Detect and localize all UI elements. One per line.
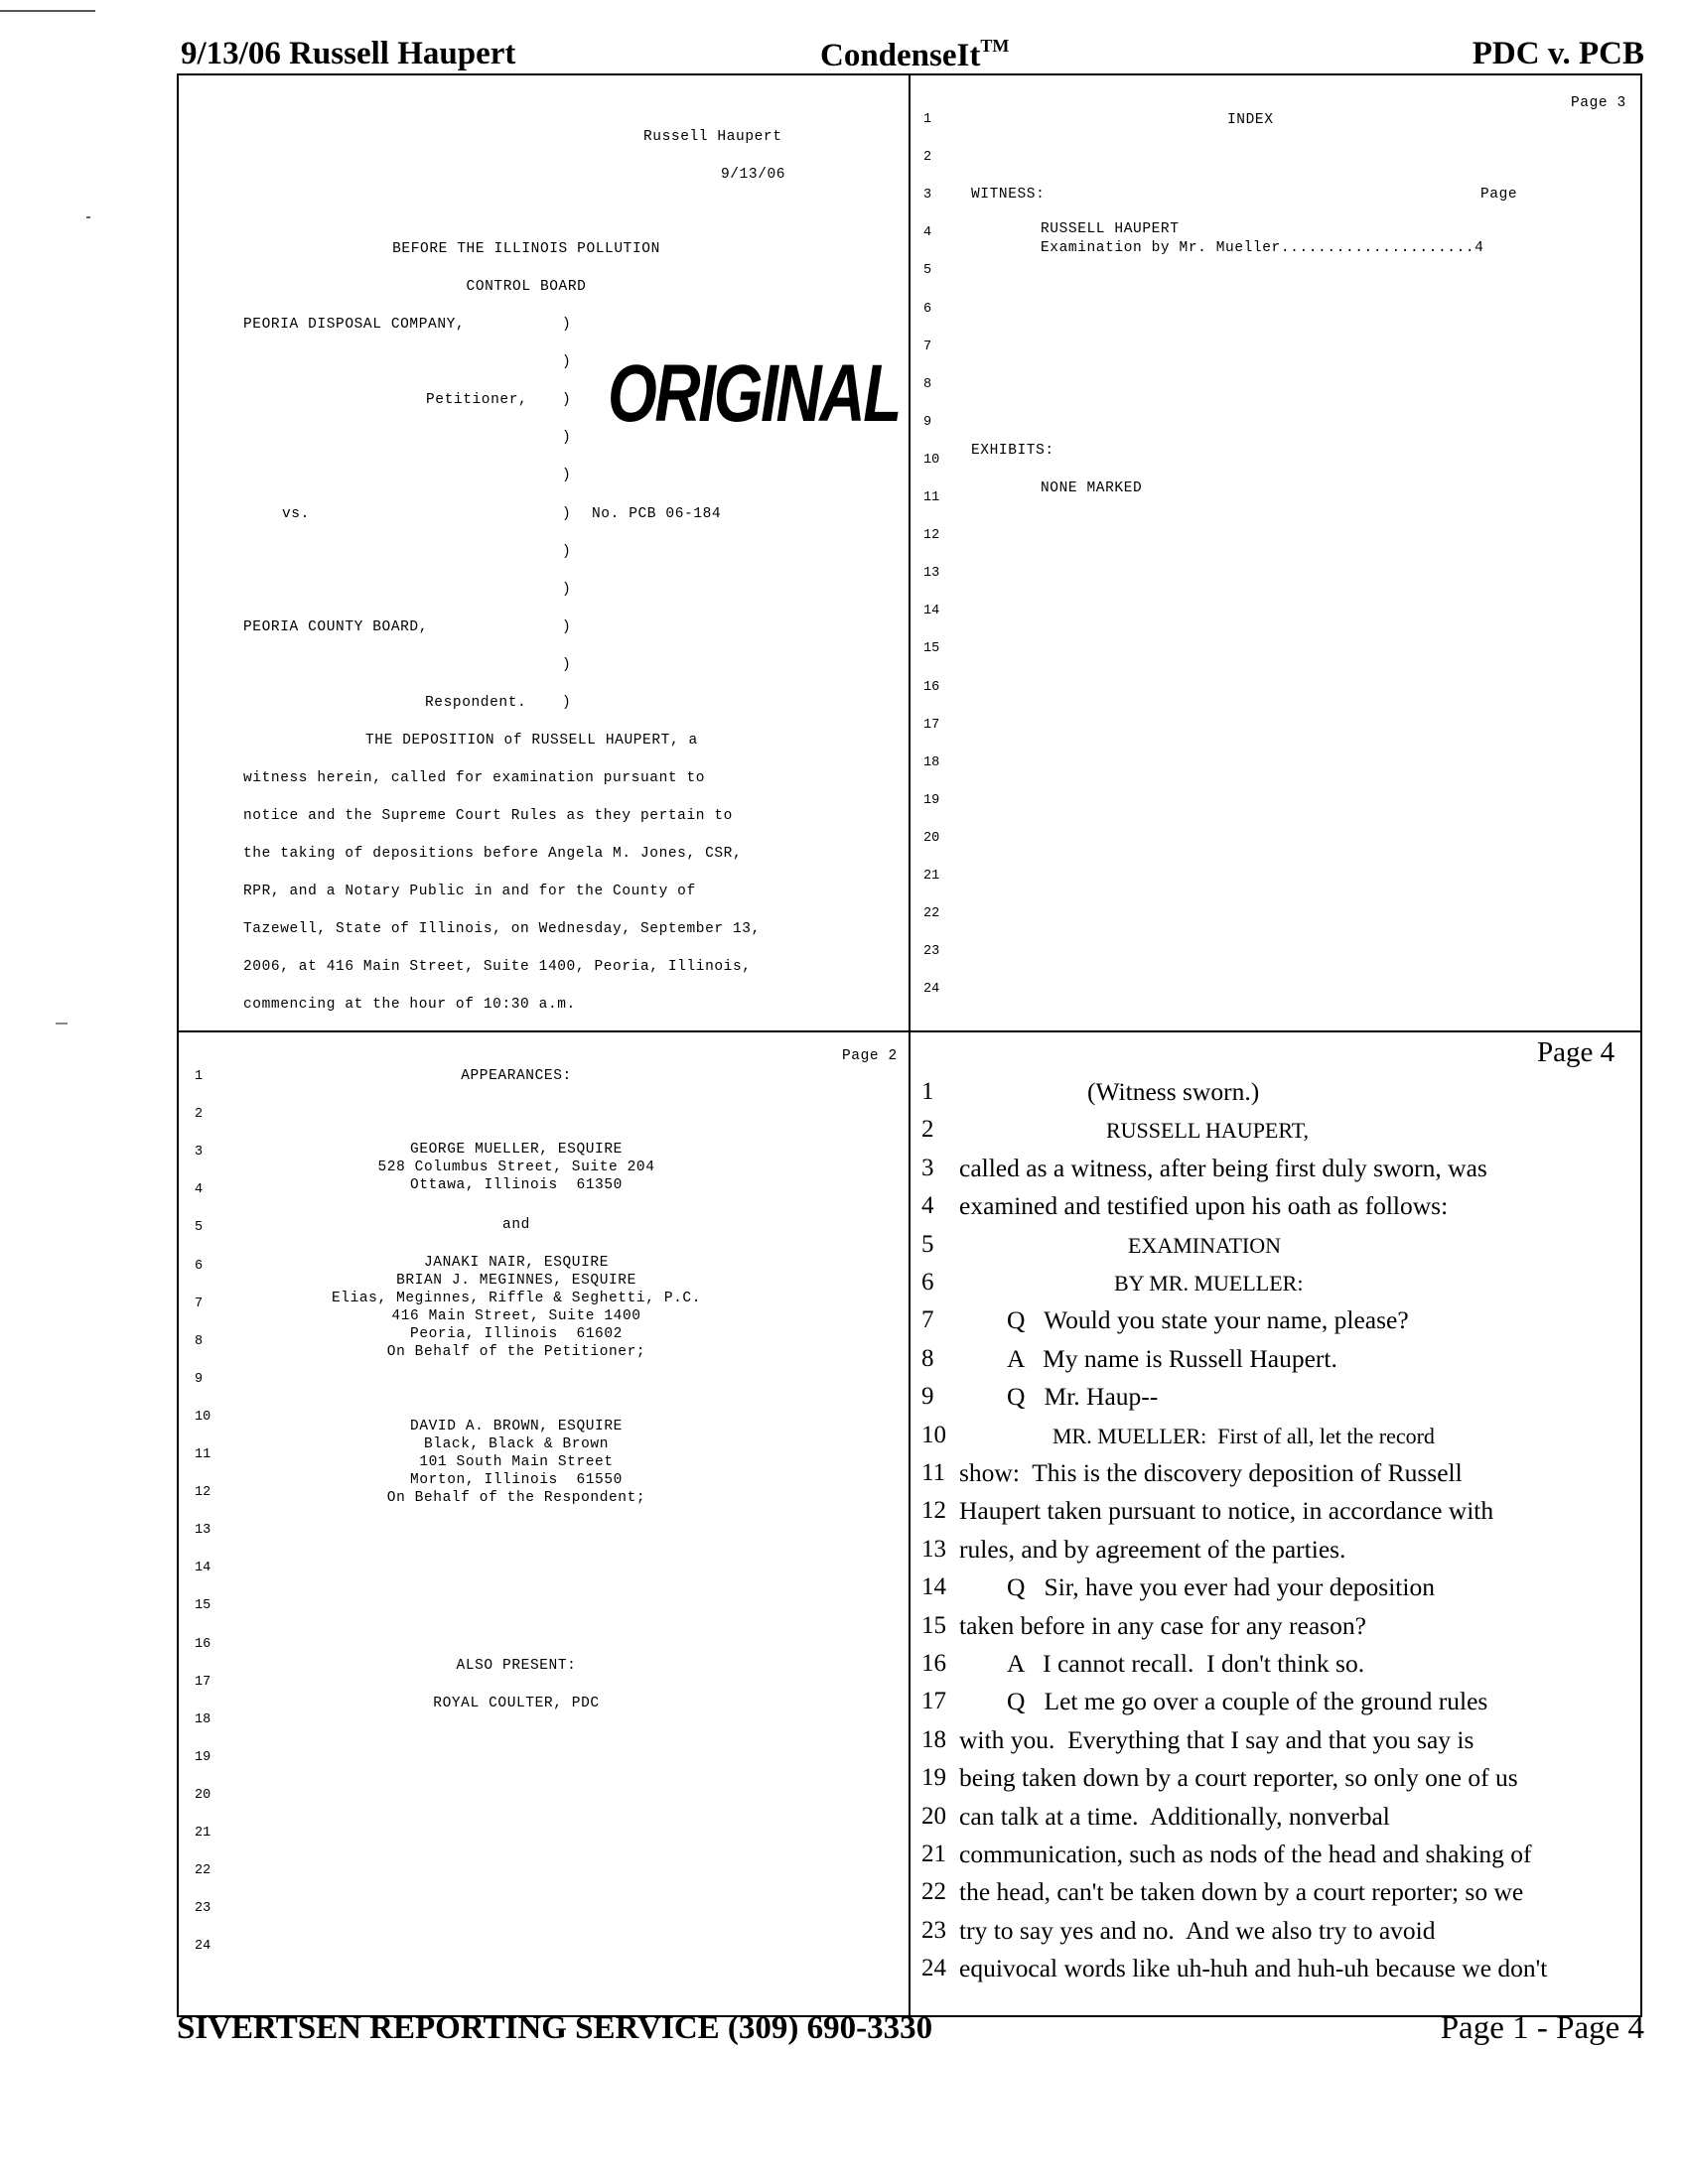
p2-mueller-line: Ottawa, Illinois 61350 (410, 1177, 623, 1193)
p2-line-number: 19 (195, 1749, 211, 1765)
p4-line-number: 5 (921, 1230, 934, 1258)
p4-transcript-line: communication, such as nods of the head and shaking of (959, 1840, 1532, 1868)
p2-line-number: 24 (195, 1939, 211, 1955)
p4-line-number: 22 (921, 1878, 946, 1906)
p3-line-number: 1 (923, 112, 932, 127)
p3-line-number: 11 (923, 490, 940, 505)
p1-body-line: RPR, and a Notary Public in and for the County of (243, 884, 696, 899)
vertical-divider (909, 73, 911, 2017)
p3-line-number: 7 (923, 339, 932, 354)
p1-name: Russell Haupert (643, 129, 782, 145)
p3-witness-name: RUSSELL HAUPERT (1041, 221, 1180, 237)
p3-line-number: 24 (923, 982, 940, 998)
p2-royal-coulter: ROYAL COULTER, PDC (433, 1696, 600, 1711)
p1-bracket: ) (562, 619, 572, 635)
p2-line-number: 18 (195, 1711, 211, 1727)
header-center (820, 36, 1009, 74)
p3-line-number: 2 (923, 150, 932, 166)
p4-transcript-line: equivocal words like uh-huh and huh-uh because we don't (959, 1954, 1548, 1983)
p2-line-number: 3 (195, 1145, 204, 1160)
p2-respondent-counsel-line: On Behalf of the Respondent; (386, 1490, 646, 1506)
p1-respondent-role: Respondent. (425, 695, 527, 711)
p4-line-number: 13 (921, 1535, 946, 1563)
p2-line-number: 16 (195, 1636, 211, 1652)
p2-also-present: ALSO PRESENT: (456, 1658, 577, 1674)
p2-line-number: 10 (195, 1409, 211, 1425)
p3-line-number: 19 (923, 792, 940, 808)
footer-right: Page 1 - Page 4 (1440, 2010, 1644, 2046)
p1-body-line: notice and the Supreme Court Rules as they pertain to (243, 808, 733, 824)
p1-bracket: ) (562, 657, 572, 673)
scan-mark (0, 10, 95, 12)
scan-dash (56, 1023, 68, 1024)
p3-line-number: 12 (923, 528, 940, 544)
p4-line-number: 24 (921, 1955, 946, 1982)
trademark: TM (980, 36, 1010, 56)
p1-bracket: ) (562, 430, 572, 446)
p4-line-number: 9 (921, 1383, 934, 1411)
original-stamp: ORIGINAL (608, 348, 900, 439)
p4-transcript-line: with you. Everything that I say and that you say is (959, 1724, 1474, 1754)
p1-petitioner-role: Petitioner, (426, 392, 528, 408)
header-center-text: CondenseIt (820, 38, 981, 73)
p4-line-number: 12 (921, 1497, 946, 1525)
header-right: PDC v. PCB (1472, 36, 1644, 71)
p1-bracket: ) (562, 468, 572, 483)
p2-mueller-line: 528 Columbus Street, Suite 204 (377, 1160, 655, 1175)
p4-transcript-line: called as a witness, after being first duly sworn, was (959, 1153, 1487, 1182)
p3-line-number: 4 (923, 225, 932, 241)
p4-line-number: 14 (921, 1573, 946, 1601)
p3-line-number: 17 (923, 717, 940, 733)
p1-body-line: witness herein, called for examination pursuant to (243, 770, 706, 786)
p4-line-number: 19 (921, 1764, 946, 1792)
p2-line-number: 23 (195, 1901, 211, 1917)
p4-line-number: 2 (921, 1116, 934, 1144)
p1-date: 9/13/06 (721, 167, 786, 183)
p2-respondent-counsel-line: Morton, Illinois 61550 (410, 1472, 623, 1488)
p2-petitioner-counsel-line: 416 Main Street, Suite 1400 (391, 1308, 641, 1324)
p4-transcript-line: Q Would you state your name, please? (1007, 1305, 1409, 1335)
p2-line-number: 20 (195, 1787, 211, 1803)
p4-line-number: 7 (921, 1306, 934, 1334)
p4-transcript-line: A My name is Russell Haupert. (1007, 1343, 1337, 1373)
p1-body-line: the taking of depositions before Angela M. Jones, CSR, (243, 846, 743, 862)
p4-transcript-line: Q Mr. Haup-- (1007, 1382, 1159, 1412)
p4-transcript-line: taken before in any case for any reason? (959, 1610, 1366, 1640)
p2-and: and (502, 1217, 530, 1233)
p4-line-number: 16 (921, 1650, 946, 1677)
p4-line-number: 8 (921, 1344, 934, 1372)
p4-transcript-line: Q Let me go over a couple of the ground rules (1007, 1687, 1488, 1716)
p2-petitioner-counsel-line: BRIAN J. MEGINNES, ESQUIRE (396, 1273, 636, 1289)
p4-transcript-line: being taken down by a court reporter, so only one of us (959, 1763, 1518, 1793)
p2-line-number: 5 (195, 1220, 204, 1236)
p4-line-number: 20 (921, 1802, 946, 1830)
p3-page-column: Page (1480, 187, 1518, 203)
p2-petitioner-counsel-line: Peoria, Illinois 61602 (410, 1326, 623, 1342)
p3-line-number: 8 (923, 376, 932, 392)
p4-line-number: 10 (921, 1421, 946, 1448)
p4-page-label: Page 4 (1537, 1036, 1615, 1068)
p4-transcript-line: examined and testified upon his oath as follows: (959, 1191, 1449, 1221)
p3-line-number: 16 (923, 679, 940, 695)
p2-line-number: 2 (195, 1107, 204, 1123)
p1-before-line1: BEFORE THE ILLINOIS POLLUTION (392, 241, 660, 257)
p1-body-line: Tazewell, State of Illinois, on Wednesday, September 13, (243, 921, 761, 937)
p2-respondent-counsel-line: Black, Black & Brown (423, 1436, 610, 1452)
p2-line-number: 11 (195, 1447, 211, 1462)
p2-petitioner-counsel-line: JANAKI NAIR, ESQUIRE (423, 1255, 610, 1271)
p3-line-number: 9 (923, 414, 932, 430)
p2-petitioner-counsel-line: Elias, Meginnes, Riffle & Seghetti, P.C. (331, 1291, 702, 1306)
p1-petitioner-name: PEORIA DISPOSAL COMPANY, (243, 317, 466, 333)
p3-line-number: 23 (923, 944, 940, 960)
p4-transcript-line: EXAMINATION (1128, 1232, 1281, 1258)
p4-transcript-line: Haupert taken pursuant to notice, in accordance with (959, 1496, 1494, 1526)
p2-line-number: 1 (195, 1069, 204, 1084)
p3-line-number: 14 (923, 604, 940, 619)
p4-transcript-line: try to say yes and no. And we also try to avoid (959, 1915, 1436, 1945)
p2-line-number: 7 (195, 1296, 204, 1311)
p2-line-number: 21 (195, 1826, 211, 1841)
p4-line-number: 1 (921, 1078, 934, 1105)
p1-bracket: ) (562, 317, 572, 333)
footer-left: SIVERTSEN REPORTING SERVICE (309) 690-3330 (177, 2010, 933, 2046)
p4-transcript-line: can talk at a time. Additionally, nonverbal (959, 1801, 1390, 1831)
p4-line-number: 3 (921, 1154, 934, 1181)
p3-index-title: INDEX (1227, 112, 1274, 128)
p3-line-number: 15 (923, 641, 940, 657)
p1-bracket: ) (562, 506, 572, 522)
p4-transcript-line: the head, can't be taken down by a court reporter; so we (959, 1877, 1524, 1907)
p4-line-number: 18 (921, 1725, 946, 1753)
p2-line-number: 12 (195, 1485, 211, 1501)
p3-examination-entry: Examination by Mr. Mueller.....................4 (1041, 240, 1484, 256)
p4-transcript-line: BY MR. MUELLER: (1114, 1271, 1304, 1296)
p2-appearances: APPEARANCES: (461, 1068, 572, 1084)
p1-body-line: commencing at the hour of 10:30 a.m. (243, 997, 576, 1013)
p4-line-number: 23 (921, 1916, 946, 1944)
p1-bracket: ) (562, 544, 572, 560)
p4-line-number: 21 (921, 1841, 946, 1867)
p2-line-number: 4 (195, 1182, 204, 1198)
p1-bracket: ) (562, 582, 572, 598)
p3-line-number: 20 (923, 830, 940, 846)
p4-line-number: 15 (921, 1611, 946, 1639)
p3-exhibits-label: EXHIBITS: (971, 443, 1054, 459)
p2-mueller-line: GEORGE MUELLER, ESQUIRE (410, 1142, 623, 1158)
p3-witness-label: WITNESS: (971, 187, 1046, 203)
p2-line-number: 8 (195, 1333, 204, 1349)
p3-line-number: 3 (923, 188, 932, 204)
p3-line-number: 22 (923, 906, 940, 922)
p2-line-number: 13 (195, 1523, 211, 1539)
horizontal-divider (177, 1030, 1642, 1032)
p4-line-number: 17 (921, 1688, 946, 1715)
p3-none-marked: NONE MARKED (1041, 480, 1143, 496)
p4-transcript-line: rules, and by agreement of the parties. (959, 1534, 1346, 1564)
header-left: 9/13/06 Russell Haupert (181, 36, 516, 71)
p3-line-number: 18 (923, 754, 940, 770)
p1-body-line: 2006, at 416 Main Street, Suite 1400, Peoria, Illinois, (243, 959, 752, 975)
p2-line-number: 22 (195, 1863, 211, 1879)
p1-bracket: ) (562, 354, 572, 370)
p2-respondent-counsel-line: 101 South Main Street (419, 1454, 614, 1470)
p2-line-number: 6 (195, 1258, 204, 1274)
p3-line-number: 6 (923, 301, 932, 317)
p2-line-number: 17 (195, 1674, 211, 1690)
p2-petitioner-counsel-line: On Behalf of the Petitioner; (386, 1344, 646, 1360)
p2-page-label: Page 2 (842, 1048, 898, 1064)
p1-bracket: ) (562, 695, 572, 711)
p4-line-number: 4 (921, 1192, 934, 1220)
p1-before-line2: CONTROL BOARD (466, 279, 587, 295)
p3-line-number: 21 (923, 869, 940, 884)
p2-respondent-counsel-line: DAVID A. BROWN, ESQUIRE (410, 1419, 623, 1434)
p4-transcript-line: (Witness sworn.) (1087, 1077, 1260, 1106)
p2-line-number: 15 (195, 1598, 211, 1614)
p2-line-number: 14 (195, 1561, 211, 1576)
p4-line-number: 11 (921, 1459, 946, 1486)
p2-line-number: 9 (195, 1371, 204, 1387)
p1-body-line: THE DEPOSITION of RUSSELL HAUPERT, a (365, 733, 698, 749)
p4-transcript-line: show: This is the discovery deposition of Russell (959, 1458, 1463, 1487)
p4-transcript-line: MR. MUELLER: First of all, let the record (1052, 1423, 1435, 1448)
p4-line-number: 6 (921, 1269, 934, 1296)
scan-dot (86, 216, 90, 218)
p1-case-number: No. PCB 06-184 (592, 506, 722, 522)
p3-line-number: 10 (923, 452, 940, 468)
p3-line-number: 13 (923, 566, 940, 582)
p1-vs: vs. (282, 506, 310, 522)
p3-line-number: 5 (923, 263, 932, 279)
p1-bracket: ) (562, 392, 572, 408)
p1-respondent-name: PEORIA COUNTY BOARD, (243, 619, 429, 635)
p4-transcript-line: A I cannot recall. I don't think so. (1007, 1649, 1365, 1678)
p4-transcript-line: RUSSELL HAUPERT, (1106, 1118, 1310, 1144)
p4-transcript-line: Q Sir, have you ever had your deposition (1007, 1572, 1435, 1602)
p3-page-label: Page 3 (1571, 95, 1626, 111)
